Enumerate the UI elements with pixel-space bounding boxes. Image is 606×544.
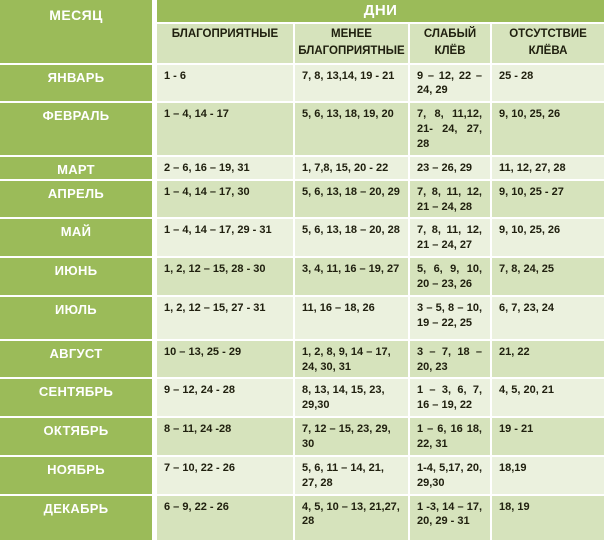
weak-bite-cell: 7, 8, 11, 12, 21 – 24, 27: [410, 219, 490, 256]
no-bite-cell: 19 - 21: [492, 418, 604, 455]
month-cell: ДЕКАБРЬ: [0, 496, 155, 540]
weak-bite-cell: 1 – 6, 16 18, 22, 31: [410, 418, 490, 455]
table-row-august: [0, 341, 604, 378]
month-cell: АПРЕЛЬ: [0, 181, 155, 218]
favorable-cell: 10 – 13, 25 - 29: [157, 341, 293, 378]
weak-bite-cell: 5, 6, 9, 10, 20 – 23, 26: [410, 258, 490, 295]
month-cell: ИЮЛЬ: [0, 297, 155, 339]
table-row-september: [0, 379, 604, 416]
no-bite-cell: 21, 22: [492, 341, 604, 378]
favorable-cell: 9 – 12, 24 - 28: [157, 379, 293, 416]
table-row-may: [0, 219, 604, 256]
month-cell: АВГУСТ: [0, 341, 155, 378]
less-favorable-cell: 4, 5, 10 – 13, 21,27, 28: [295, 496, 408, 540]
month-cell: СЕНТЯБРЬ: [0, 379, 155, 416]
month-cell: ИЮНЬ: [0, 258, 155, 295]
less-favorable-cell: 1, 7,8, 15, 20 - 22: [295, 157, 408, 179]
weak-bite-cell: 7, 8, 11,12, 21- 24, 27, 28: [410, 103, 490, 155]
month-cell: МАЙ: [0, 219, 155, 256]
favorable-cell: 1 – 4, 14 - 17: [157, 103, 293, 155]
favorable-cell: 7 – 10, 22 - 26: [157, 457, 293, 494]
no-bite-cell: 25 - 28: [492, 65, 604, 102]
less-favorable-cell: 5, 6, 11 – 14, 21, 27, 28: [295, 457, 408, 494]
month-cell: ЯНВАРЬ: [0, 65, 155, 102]
favorable-cell: 1, 2, 12 – 15, 28 - 30: [157, 258, 293, 295]
less-favorable-cell: 1, 2, 8, 9, 14 – 17, 24, 30, 31: [295, 341, 408, 378]
month-cell: ОКТЯБРЬ: [0, 418, 155, 455]
column-header-no-bite: ОТСУТСТВИЕ КЛЁВА: [492, 24, 604, 63]
favorable-cell: 1, 2, 12 – 15, 27 - 31: [157, 297, 293, 339]
weak-bite-cell: 1 -3, 14 – 17, 20, 29 - 31: [410, 496, 490, 540]
table-row-july: [0, 297, 604, 339]
column-header-favorable: БЛАГОПРИЯТНЫЕ: [157, 24, 293, 63]
weak-bite-cell: 3 – 7, 18 – 20, 23: [410, 341, 490, 378]
table-row-march: [0, 157, 604, 179]
less-favorable-cell: 7, 12 – 15, 23, 29, 30: [295, 418, 408, 455]
favorable-cell: 1 – 4, 14 – 17, 30: [157, 181, 293, 218]
weak-bite-cell: 1 – 3, 6, 7, 16 – 19, 22: [410, 379, 490, 416]
no-bite-cell: 7, 8, 24, 25: [492, 258, 604, 295]
weak-bite-cell: 1-4, 5,17, 20, 29,30: [410, 457, 490, 494]
month-column-header: МЕСЯЦ: [0, 0, 155, 63]
less-favorable-cell: 5, 6, 13, 18 – 20, 29: [295, 181, 408, 218]
favorable-cell: 8 – 11, 24 -28: [157, 418, 293, 455]
no-bite-cell: 9, 10, 25, 26: [492, 103, 604, 155]
table-row-december: [0, 496, 604, 540]
weak-bite-cell: 3 – 5, 8 – 10, 19 – 22, 25: [410, 297, 490, 339]
favorable-cell: 1 – 4, 14 – 17, 29 - 31: [157, 219, 293, 256]
less-favorable-cell: 8, 13, 14, 15, 23, 29,30: [295, 379, 408, 416]
month-cell: ФЕВРАЛЬ: [0, 103, 155, 155]
less-favorable-cell: 11, 16 – 18, 26: [295, 297, 408, 339]
table-row-february: [0, 103, 604, 155]
table-row-april: [0, 181, 604, 218]
table-row-october: [0, 418, 604, 455]
less-favorable-cell: 7, 8, 13,14, 19 - 21: [295, 65, 408, 102]
favorable-cell: 2 – 6, 16 – 19, 31: [157, 157, 293, 179]
no-bite-cell: 18, 19: [492, 496, 604, 540]
table-row-june: [0, 258, 604, 295]
column-header-weak-bite: СЛАБЫЙ КЛЁВ: [410, 24, 490, 63]
less-favorable-cell: 5, 6, 13, 18 – 20, 28: [295, 219, 408, 256]
less-favorable-cell: 5, 6, 13, 18, 19, 20: [295, 103, 408, 155]
no-bite-cell: 6, 7, 23, 24: [492, 297, 604, 339]
favorable-cell: 6 – 9, 22 - 26: [157, 496, 293, 540]
no-bite-cell: 9, 10, 25 - 27: [492, 181, 604, 218]
weak-bite-cell: 23 – 26, 29: [410, 157, 490, 179]
header-row: [0, 0, 604, 22]
no-bite-cell: 18,19: [492, 457, 604, 494]
no-bite-cell: 4, 5, 20, 21: [492, 379, 604, 416]
month-cell: НОЯБРЬ: [0, 457, 155, 494]
no-bite-cell: 11, 12, 27, 28: [492, 157, 604, 179]
column-header-less-favorable: МЕНЕЕ БЛАГОПРИЯТНЫЕ: [295, 24, 408, 63]
favorable-cell: 1 - 6: [157, 65, 293, 102]
days-header: ДНИ: [157, 0, 604, 22]
weak-bite-cell: 9 – 12, 22 – 24, 29: [410, 65, 490, 102]
table-row-january: [0, 65, 604, 102]
no-bite-cell: 9, 10, 25, 26: [492, 219, 604, 256]
less-favorable-cell: 3, 4, 11, 16 – 19, 27: [295, 258, 408, 295]
weak-bite-cell: 7, 8, 11, 12, 21 – 24, 28: [410, 181, 490, 218]
table-row-november: [0, 457, 604, 494]
month-cell: МАРТ: [0, 157, 155, 179]
